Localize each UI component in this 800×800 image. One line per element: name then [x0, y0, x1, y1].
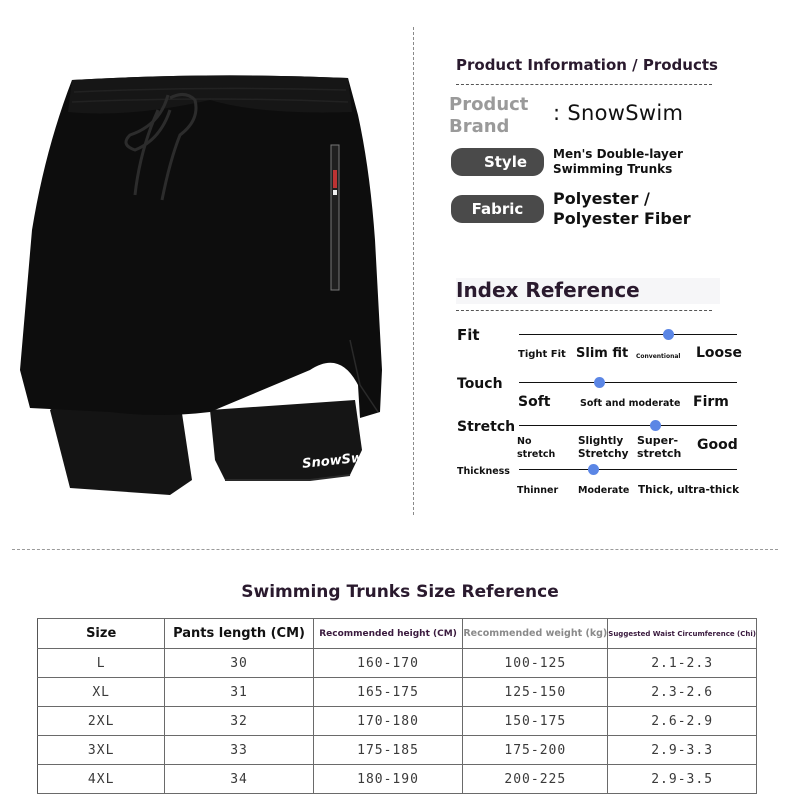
cell-height: 160-170 — [313, 649, 463, 678]
cell-weight: 175-200 — [463, 736, 608, 765]
table-row — [38, 765, 757, 794]
header-waist: Suggested Waist Circumference (Chi) — [608, 619, 757, 649]
cell-size: 3XL — [38, 736, 165, 765]
touch-option-soft-moderate: Soft and moderate — [580, 398, 681, 409]
table-row — [38, 678, 757, 707]
thickness-option-thinner: Thinner — [517, 485, 559, 496]
fabric-value-line1: Polyester / — [553, 189, 650, 208]
fit-option-conventional: Conventional — [636, 353, 681, 360]
touch-label: Touch — [457, 376, 503, 392]
cell-size: L — [38, 649, 165, 678]
thickness-option-moderate: Moderate — [578, 485, 630, 496]
table-row — [38, 649, 757, 678]
header-pants-length: Pants length (CM) — [165, 619, 313, 649]
cell-length: 34 — [165, 765, 313, 794]
stretch-option-slightly-line1: Slightly — [578, 435, 624, 447]
horizontal-divider — [12, 549, 778, 550]
cell-size: 4XL — [38, 765, 165, 794]
thickness-label: Thickness — [457, 466, 510, 477]
thickness-scale-line — [519, 469, 737, 470]
fabric-label-pill: Fabric — [451, 195, 544, 223]
table-row — [38, 736, 757, 765]
stretch-option-slightly-stretchy — [578, 435, 628, 461]
stretch-option-no-stretch-line2: stretch — [517, 449, 556, 460]
cell-size: XL — [38, 678, 165, 707]
cell-size: 2XL — [38, 707, 165, 736]
cell-waist: 2.9-3.5 — [608, 765, 757, 794]
fit-label: Fit — [457, 326, 480, 344]
cell-length: 30 — [165, 649, 313, 678]
stretch-option-slightly-line2: Stretchy — [578, 448, 629, 460]
style-value-line2: Swimming Trunks — [553, 162, 673, 176]
stretch-option-no-stretch — [517, 435, 555, 461]
stretch-option-no-stretch-line1: No — [517, 436, 532, 447]
cell-length: 32 — [165, 707, 313, 736]
cell-height: 170-180 — [313, 707, 463, 736]
index-reference-title: Index Reference — [456, 278, 720, 304]
product-image — [10, 40, 410, 500]
header-height: Recommended height (CM) — [313, 619, 463, 649]
fit-option-loose: Loose — [696, 345, 742, 361]
fit-option-tight-fit: Tight Fit — [518, 349, 566, 360]
touch-indicator-dot — [594, 377, 605, 388]
cell-length: 33 — [165, 736, 313, 765]
brand-label — [449, 94, 528, 138]
touch-option-soft: Soft — [518, 394, 551, 410]
stretch-scale-line — [519, 425, 737, 426]
fit-option-slim-fit: Slim fit — [576, 346, 629, 361]
brand-label-line2: Brand — [449, 116, 510, 137]
cell-waist: 2.3-2.6 — [608, 678, 757, 707]
header-weight: Recommended weight (kg) — [463, 619, 608, 649]
stretch-indicator-dot — [650, 420, 661, 431]
stretch-option-super-stretch — [637, 434, 681, 460]
stretch-label: Stretch — [457, 419, 516, 435]
cell-waist: 2.9-3.3 — [608, 736, 757, 765]
cell-height: 165-175 — [313, 678, 463, 707]
touch-scale-line — [519, 382, 737, 383]
stretch-option-super-line1: Super- — [637, 434, 679, 447]
cell-weight: 100-125 — [463, 649, 608, 678]
cell-weight: 200-225 — [463, 765, 608, 794]
style-value — [553, 147, 683, 177]
cell-waist: 2.6-2.9 — [608, 707, 757, 736]
product-logo-text: SnowSwim — [301, 448, 382, 472]
vertical-divider — [413, 27, 414, 515]
table-row — [38, 707, 757, 736]
cell-weight: 125-150 — [463, 678, 608, 707]
stretch-option-super-line2: stretch — [637, 447, 682, 460]
fabric-value-line2: Polyester Fiber — [553, 209, 691, 228]
cell-weight: 150-175 — [463, 707, 608, 736]
stretch-option-good: Good — [697, 437, 738, 453]
fabric-value — [553, 189, 691, 229]
style-value-line1: Men's Double-layer — [553, 147, 683, 161]
size-table — [37, 618, 757, 794]
product-info-title: Product Information / Products — [456, 56, 718, 74]
brand-value: : SnowSwim — [553, 101, 684, 125]
header-size: Size — [38, 619, 165, 649]
cell-length: 31 — [165, 678, 313, 707]
cell-height: 175-185 — [313, 736, 463, 765]
index-reference-rule — [456, 310, 712, 311]
size-reference-title: Swimming Trunks Size Reference — [241, 582, 559, 602]
fit-indicator-dot — [663, 329, 674, 340]
size-table-header-row — [38, 619, 757, 649]
thickness-indicator-dot — [588, 464, 599, 475]
cell-height: 180-190 — [313, 765, 463, 794]
fit-scale-line — [519, 334, 737, 335]
style-label-pill: Style — [451, 148, 544, 176]
cell-waist: 2.1-2.3 — [608, 649, 757, 678]
thickness-option-thick: Thick, ultra-thick — [638, 484, 740, 496]
product-info-rule — [456, 84, 712, 85]
brand-label-line1: Product — [449, 94, 529, 115]
touch-option-firm: Firm — [693, 394, 729, 410]
